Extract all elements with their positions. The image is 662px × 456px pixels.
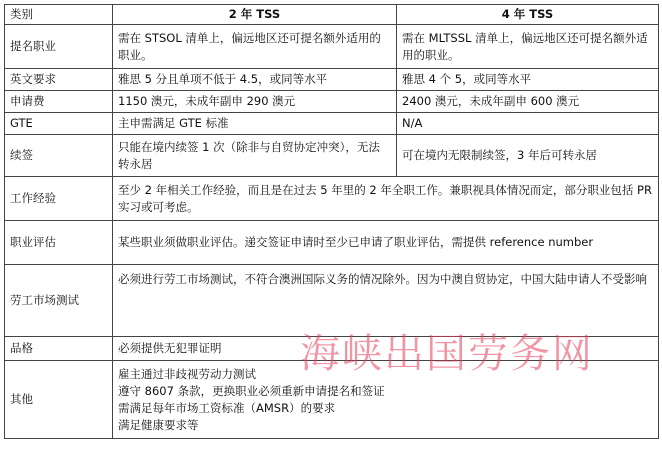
row-label: 英文要求	[5, 69, 113, 91]
tss-comparison-table	[4, 4, 659, 439]
cell-tss-2yr: 需在 STSOL 清单上，偏远地区还可提名额外适用的职业。	[113, 25, 397, 69]
cell-merged: 必须提供无犯罪证明	[113, 337, 659, 361]
cell-merged-list	[113, 361, 659, 439]
row-occupation	[5, 25, 659, 69]
row-fee	[5, 91, 659, 113]
cell-merged: 至少 2 年相关工作经验，而且是在过去 5 年里的 2 年全职工作。兼职视具体情况而定，部分职业包括 PR 实习或可考虑。	[113, 177, 659, 221]
row-label: 提名职业	[5, 25, 113, 69]
cell-merged: 必须进行劳工市场测试，不符合澳洲国际义务的情况除外。因为中澳自贸协定，中国大陆申请人不受影响	[113, 265, 659, 337]
list-item: 雇主通过非歧视劳动力测试	[118, 366, 256, 381]
cell-tss-2yr: 只能在境内续签 1 次（除非与自贸协定冲突），无法转永居	[113, 135, 397, 177]
cell-tss-2yr: 主申需满足 GTE 标准	[113, 113, 397, 135]
row-labour-market-testing	[5, 265, 659, 337]
cell-tss-4yr: N/A	[397, 113, 659, 135]
row-renewal	[5, 135, 659, 177]
watermark: 海峡出国劳务网	[300, 331, 594, 377]
cell-tss-4yr: 需在 MLTSSL 清单上，偏远地区还可提名额外适用的职业。	[397, 25, 659, 69]
header-row	[5, 5, 659, 25]
list-item: 需满足每年市场工资标准（AMSR）的要求	[118, 400, 336, 415]
row-label: 续签	[5, 135, 113, 177]
cell-tss-2yr: 雅思 5 分且单项不低于 4.5，或同等水平	[113, 69, 397, 91]
cell-tss-4yr: 雅思 4 个 5，或同等水平	[397, 69, 659, 91]
row-label: 其他	[5, 361, 113, 439]
row-other	[5, 361, 659, 439]
list-item: 遵守 8607 条款，更换职业必须重新申请提名和签证	[118, 383, 385, 398]
header-category: 类别	[5, 5, 113, 25]
row-skills-assessment	[5, 221, 659, 265]
row-label: 劳工市场测试	[5, 265, 113, 337]
cell-tss-2yr: 1150 澳元，未成年副申 290 澳元	[113, 91, 397, 113]
cell-tss-4yr: 2400 澳元，未成年副申 600 澳元	[397, 91, 659, 113]
row-work-experience	[5, 177, 659, 221]
header-tss-2yr: 2 年 TSS	[113, 5, 397, 25]
row-character	[5, 337, 659, 361]
cell-merged: 某些职业须做职业评估。递交签证申请时至少已申请了职业评估，需提供 reference number	[113, 221, 659, 265]
row-label: 职业评估	[5, 221, 113, 265]
cell-tss-4yr: 可在境内无限制续签，3 年后可转永居	[397, 135, 659, 177]
row-gte	[5, 113, 659, 135]
list-item: 满足健康要求等	[118, 417, 199, 432]
row-label: GTE	[5, 113, 113, 135]
row-label: 工作经验	[5, 177, 113, 221]
header-tss-4yr: 4 年 TSS	[397, 5, 659, 25]
row-english	[5, 69, 659, 91]
row-label: 申请费	[5, 91, 113, 113]
row-label: 品格	[5, 337, 113, 361]
